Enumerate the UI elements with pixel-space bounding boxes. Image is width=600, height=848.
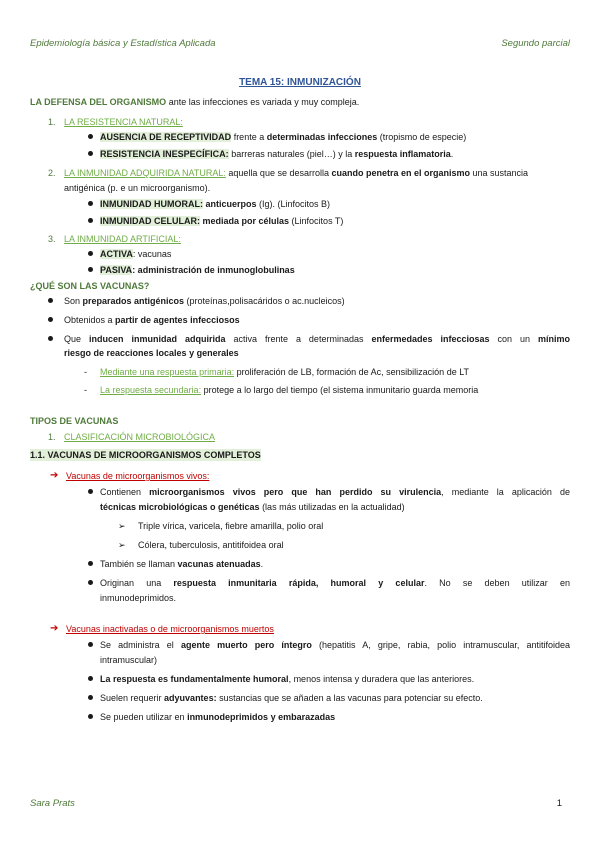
bullet-icon xyxy=(88,714,93,719)
s3-b1-bold: ACTIVA xyxy=(100,249,133,259)
section-2-heading xyxy=(48,167,528,179)
s3-b2-rest: : administración de inmunoglobulinas xyxy=(132,265,295,275)
section-3-label: LA INMUNIDAD ARTIFICIAL: xyxy=(64,234,181,244)
s2-b1-bold: INMUNIDAD HUMORAL: xyxy=(100,199,203,209)
section-1-heading xyxy=(48,116,183,128)
live-b3-line-2: inmunodeprimidos. xyxy=(100,593,177,603)
vac-dash-2 xyxy=(100,384,478,396)
live-b3-rest: . No se deben utilizar en xyxy=(424,578,570,588)
s1-b1-bold2: determinadas infecciones xyxy=(266,132,378,142)
vac-d1-rest: proliferación de LB, formación de Ac, sensibilización de LT xyxy=(234,367,470,377)
s1-b2-mid: barreras naturales (piel…) y la xyxy=(228,149,355,159)
bullet-icon xyxy=(88,642,93,647)
vac-b2-bold: partir de agentes infecciosos xyxy=(115,315,240,325)
section-2-num: 2. xyxy=(48,168,56,178)
vac-b1-rest: (proteínas,polisacáridos o ac.nucleicos) xyxy=(184,296,345,306)
s3-bullet-1 xyxy=(100,248,171,260)
vac-b3-bold3: mínimo xyxy=(537,334,570,344)
s2-rest1: aquella que se desarrolla xyxy=(225,168,332,178)
bullet-icon xyxy=(48,317,53,322)
bullet-icon xyxy=(48,298,53,303)
bullet-icon xyxy=(88,267,93,272)
vac-b3-bold2: enfermedades infecciosas xyxy=(371,334,490,344)
header-term: Segundo parcial xyxy=(501,38,570,49)
header-course: Epidemiología básica y Estadística Aplicada xyxy=(30,38,216,49)
s2-b2-bold: INMUNIDAD CELULAR: xyxy=(100,216,200,226)
page-number: 1 xyxy=(556,798,562,809)
s1-b2-bold: RESISTENCIA INESPECÍFICA: xyxy=(100,149,229,159)
live-bullet-1 xyxy=(100,486,570,498)
dead-b4-bold: inmunodeprimidos y embarazadas xyxy=(187,712,336,722)
vac-b1-bold: preparados antigénicos xyxy=(82,296,185,306)
live-example-1: Triple vírica, varicela, fiebre amarilla, polio oral xyxy=(138,521,324,531)
bullet-icon xyxy=(88,251,93,256)
bullet-icon xyxy=(88,134,93,139)
vac-bullet-1 xyxy=(64,295,345,307)
s2-b1-bold2: anticuerpos xyxy=(203,199,257,209)
s1-b1-rest: (tropismo de especie) xyxy=(377,132,467,142)
arrow-right-icon: ➔ xyxy=(50,470,59,481)
live-b1-pre: Contienen xyxy=(100,487,150,497)
vac-bullet-2 xyxy=(64,314,240,326)
vac-bullet-3 xyxy=(64,333,570,345)
dash-icon: - xyxy=(84,385,87,395)
dead-b3-rest: sustancias que se añaden a las vacunas para potenciar su efecto. xyxy=(216,693,483,703)
dead-b1-line-2: intramuscular) xyxy=(100,655,158,665)
types-subheading: 1.1. VACUNAS DE MICROORGANISMOS COMPLETOS xyxy=(30,450,261,460)
dead-bullet-3 xyxy=(100,692,483,704)
footer-author: Sara Prats xyxy=(30,798,75,809)
live-b1-rest: , mediante la aplicación de xyxy=(441,487,570,497)
dead-b3-pre: Suelen requerir xyxy=(100,693,165,703)
intro-line xyxy=(30,96,359,108)
s2-bullet-1 xyxy=(100,198,330,210)
vac-b3-bold: inducen inmunidad adquirida xyxy=(89,334,226,344)
vac-d2-label: La respuesta secundaria: xyxy=(100,385,202,395)
dead-b1-rest: (hepatitis A, gripe, rabia, polio intramuscular, antitifoidea xyxy=(311,640,570,650)
live-vaccines-label: Vacunas de microorganismos vivos: xyxy=(66,471,210,481)
bullet-icon xyxy=(88,218,93,223)
vac-b3-mid: activa frente a determinadas xyxy=(225,334,372,344)
types-classification xyxy=(48,431,215,443)
bullet-icon xyxy=(88,580,93,585)
dead-b4-pre: Se pueden utilizar en xyxy=(100,712,188,722)
inactivated-vaccines-label: Vacunas inactivadas o de microorganismos muertos xyxy=(66,624,274,634)
vac-b2-pre: Obtenidos a xyxy=(64,315,116,325)
bullet-icon xyxy=(88,695,93,700)
live-b2-pre: También se llaman xyxy=(100,559,178,569)
s2-bold1: cuando penetra en el organismo xyxy=(331,168,471,178)
s2-bullet-2 xyxy=(100,215,343,227)
vac-b3-mid2: con un xyxy=(489,334,538,344)
dead-b3-bold: adyuvantes: xyxy=(164,693,217,703)
chevron-right-icon: ➢ xyxy=(118,540,126,550)
vac-b3-line-2: riesgo de reacciones locales y generales xyxy=(64,348,239,358)
s3-bullet-2 xyxy=(100,264,295,276)
page-title: TEMA 15: INMUNIZACIÓN xyxy=(239,77,361,88)
bullet-icon xyxy=(48,336,53,341)
s2-b2-rest: (Linfocitos T) xyxy=(289,216,344,226)
vaccines-heading: ¿QUÉ SON LAS VACUNAS? xyxy=(30,281,150,291)
vac-b3-pre: Que xyxy=(64,334,89,344)
dead-b1-bold: agente muerto pero íntegro xyxy=(180,640,312,650)
dead-bullet-2 xyxy=(100,673,474,685)
dash-icon: - xyxy=(84,367,87,377)
section-3-num: 3. xyxy=(48,234,56,244)
live-b1-line2-rest: (las más utilizadas en la actualidad) xyxy=(259,502,405,512)
types-heading: TIPOS DE VACUNAS xyxy=(30,416,119,426)
s2-b1-rest: (Ig). (Linfocitos B) xyxy=(256,199,331,209)
intro-rest: ante las infecciones es variada y muy compleja. xyxy=(166,97,360,107)
live-bullet-1-line-2 xyxy=(100,501,405,513)
live-b1-line2-bold: técnicas microbiológicas o genéticas xyxy=(100,502,260,512)
bullet-icon xyxy=(88,561,93,566)
dead-b2-rest: , menos intensa y duradera que las anteriores. xyxy=(288,674,475,684)
live-bullet-2 xyxy=(100,558,263,570)
bullet-icon xyxy=(88,489,93,494)
dead-b2-bold: La respuesta es fundamentalmente humoral xyxy=(100,674,289,684)
vac-b1-pre: Son xyxy=(64,296,83,306)
s1-bullet-2 xyxy=(100,148,453,160)
s1-bullet-1 xyxy=(100,131,466,143)
chevron-right-icon: ➢ xyxy=(118,521,126,531)
bullet-icon xyxy=(88,201,93,206)
s2-b2-bold2: mediada por células xyxy=(200,216,290,226)
vac-dash-1 xyxy=(100,366,469,378)
arrow-right-icon: ➔ xyxy=(50,623,59,634)
section-3-heading xyxy=(48,233,181,245)
section-1-label: LA RESISTENCIA NATURAL: xyxy=(64,117,183,127)
s2-line-2: antigénica (p. e un microorganismo). xyxy=(64,183,211,193)
section-2-label: LA INMUNIDAD ADQUIRIDA NATURAL: xyxy=(64,168,226,178)
s1-b1-mid: frente a xyxy=(231,132,267,142)
s1-b2-rest: . xyxy=(450,149,454,159)
s2-rest2: una sustancia xyxy=(470,168,529,178)
live-b3-bold: respuesta inmunitaria rápida, humoral y celular xyxy=(173,578,425,588)
dead-b1-pre: Se administra el xyxy=(100,640,181,650)
s3-b1-rest: : vacunas xyxy=(132,249,172,259)
live-b2-rest: . xyxy=(260,559,264,569)
live-b2-bold: vacunas atenuadas xyxy=(177,559,261,569)
dead-bullet-4 xyxy=(100,711,335,723)
live-example-2: Cólera, tuberculosis, antitifoidea oral xyxy=(138,540,284,550)
s3-b2-bold: PASIVA xyxy=(100,265,133,275)
dead-bullet-1 xyxy=(100,639,570,651)
live-b1-bold: microorganismos vivos pero que han perdido su virulencia xyxy=(149,487,442,497)
bullet-icon xyxy=(88,151,93,156)
section-1-num: 1. xyxy=(48,117,56,127)
vac-d2-rest: protege a lo largo del tiempo (el sistema inmunitario guarda memoria xyxy=(201,385,479,395)
s1-b2-bold2: respuesta inflamatoria xyxy=(354,149,451,159)
s1-b1-bold: AUSENCIA DE RECEPTIVIDAD xyxy=(100,132,232,142)
types-num: 1. xyxy=(48,432,56,442)
intro-bold: LA DEFENSA DEL ORGANISMO xyxy=(30,97,167,107)
bullet-icon xyxy=(88,676,93,681)
vac-d1-label: Mediante una respuesta primaria: xyxy=(100,367,235,377)
live-b3-pre: Originan una xyxy=(100,578,174,588)
live-bullet-3 xyxy=(100,577,570,589)
types-label: CLASIFICACIÓN MICROBIOLÓGICA xyxy=(64,432,216,442)
